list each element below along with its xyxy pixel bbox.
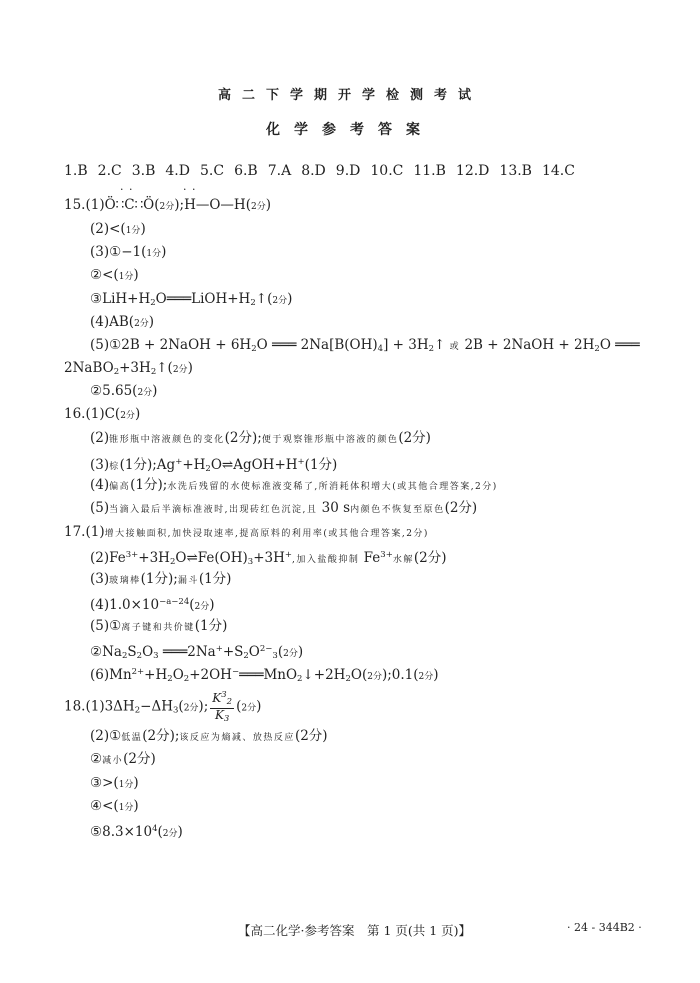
answer-text: (2分);	[224, 430, 262, 446]
score: 2分	[272, 296, 288, 306]
subscript: 3	[247, 557, 254, 567]
score: 1分	[118, 803, 134, 813]
equilibrium-constant-fraction	[210, 689, 234, 725]
answer-text: S	[127, 644, 137, 660]
answer-text: ④<(	[90, 798, 119, 814]
exam-title: 高二下学期开学检测考试	[217, 88, 482, 103]
answer-text: ═══2Na	[158, 644, 216, 660]
score: 1分	[125, 226, 141, 236]
answer-text: (3)①−1(	[90, 244, 147, 260]
denominator-symbol: K	[214, 708, 224, 722]
q18-part2-5: $⑤8.3\times 10^4(2$分)	[90, 824, 183, 840]
superscript: +	[297, 457, 305, 467]
answer-text: (1分)	[198, 571, 232, 587]
page-footer: 【高二化学·参考答案 第 1 页(共 1 页)】	[238, 923, 472, 938]
answer-text: ↑	[434, 337, 446, 353]
score: 2分	[137, 388, 153, 398]
superscript: +	[284, 550, 292, 560]
answer-text: 18.(1)3ΔH	[64, 698, 135, 715]
mc-answer: 4.D	[165, 163, 190, 179]
answer-small-text: (或其他合理答案,2分)	[392, 482, 498, 492]
score: 2分	[194, 602, 210, 612]
answer-text: O⇌Fe(OH)	[175, 550, 248, 566]
superscript: +	[215, 644, 223, 654]
q17-part1	[64, 523, 429, 543]
mc-answer: 2.C	[97, 163, 122, 179]
q18-part2-3: ③>(1分)	[90, 775, 139, 791]
answer-text: O⇌AgOH+H	[210, 457, 298, 473]
multiple-choice-answers	[64, 163, 585, 179]
answer-small-text: 低温	[121, 733, 143, 743]
mc-answer: 3.B	[131, 163, 156, 179]
q15-part5-1-cont: $2NaBO_2+3H_2↑(2$分)	[64, 360, 193, 377]
answer-text: ↓+2H	[302, 667, 346, 683]
subscript: 2	[226, 697, 233, 707]
answer-text: +3H	[253, 550, 285, 566]
subscript: 2	[183, 674, 190, 684]
answer-text: (4)	[90, 477, 110, 493]
subscript: 3	[153, 651, 159, 661]
score: 2分	[418, 672, 434, 682]
score: 2分	[183, 703, 199, 714]
score: 2分	[367, 672, 382, 682]
q15-part4: (4)AB(2分)	[90, 314, 155, 330]
mc-answer: 13.B	[499, 163, 532, 179]
answer-text: O	[248, 644, 260, 660]
answer-text: (4)1.0×10	[90, 597, 160, 613]
subscript: 2	[167, 674, 173, 684]
answer-text: O ═══	[599, 337, 640, 353]
answer-text: (2分)	[398, 430, 431, 446]
score: 2分	[134, 319, 149, 329]
document-code: · 24 - 344B2 ·	[567, 921, 642, 934]
score: 2分	[172, 365, 188, 375]
answer-text: ③>(	[90, 775, 119, 791]
answer-text: ↑(	[156, 360, 173, 376]
subscript: 2	[297, 674, 303, 684]
subscript: 2	[169, 557, 176, 567]
answer-text: (4)AB(	[90, 314, 135, 330]
q15-label: 15.(1)	[64, 197, 105, 213]
answer-small-text: (或其他合理答案,2分)	[323, 529, 429, 539]
subscript: 2	[251, 344, 257, 354]
superscript: 2+	[131, 667, 145, 677]
answer-text: (1分);	[130, 477, 168, 493]
answer-text: ③LiH+H	[90, 291, 151, 307]
answer-text: (2分)	[123, 751, 156, 767]
score: 2分	[283, 649, 298, 659]
answer-text: (	[189, 597, 195, 613]
q16-part3	[90, 453, 337, 478]
answer-small-text: 便于观察锥形瓶中溶液的颜色	[261, 435, 399, 445]
answer-small-text: 增大接触面积,加快浸取速率,提高原料的利用率	[104, 529, 324, 539]
answer-small-text: 水解	[392, 555, 414, 565]
answer-text: (2分);	[142, 728, 180, 744]
score: 2分	[241, 703, 257, 714]
answer-text: (5)	[90, 500, 110, 516]
q15-part1	[64, 196, 271, 216]
answer-text: ↑(	[255, 291, 273, 307]
answer-small-text: 偏高	[109, 482, 131, 492]
mc-answer: 1.B	[64, 163, 88, 179]
superscript: −a−24	[159, 597, 190, 607]
subscript: 2	[205, 464, 211, 474]
mc-answer: 5.C	[199, 163, 225, 179]
mc-answer: 6.B	[234, 163, 258, 179]
subscript: 3	[223, 714, 230, 724]
score: 2分	[159, 202, 175, 212]
answer-text: (1分)	[304, 457, 338, 473]
answer-text: +3H	[119, 360, 151, 376]
subscript: 3	[172, 705, 179, 716]
answer-text: (6)Mn	[90, 667, 132, 683]
q16-part5	[90, 499, 477, 519]
superscript: 2−	[259, 644, 273, 654]
q15-part5-2: ②5.65(2分)	[90, 383, 158, 399]
answer-text: O(	[350, 667, 368, 683]
numerator-symbol: K	[212, 691, 222, 705]
answer-text: (	[157, 824, 163, 840]
score: 2分	[120, 411, 135, 421]
answer-text: ⑤8.3×10	[90, 824, 153, 840]
answer-text: (3)	[90, 571, 110, 587]
answer-text: 30 s	[317, 500, 351, 516]
q17-part4: $(4)1.0\times 10^{-a-24}(2$分)	[90, 597, 215, 613]
answer-text: ②<(	[90, 267, 119, 283]
answer-text: Fe	[359, 550, 381, 566]
answer-text: (2)<(	[90, 221, 126, 237]
answer-text: ═══MnO	[239, 667, 298, 683]
answer-text: ②Na	[90, 644, 122, 660]
q18-part1: $18.(1)3\Delta H_2-\Delta H_3(2$分); $\frac{K^3_2}{K_3}$ (2分)	[64, 690, 262, 724]
answer-text: O═══LiOH+H	[155, 291, 251, 307]
answer-text: O	[142, 644, 154, 660]
answer-text: +2OH	[189, 667, 232, 683]
score: 2分	[250, 202, 266, 212]
q15-part5-1	[90, 336, 640, 358]
answer-text: O ═══ 2Na[B(OH)	[256, 337, 378, 353]
answer-text: );0.1(	[381, 667, 419, 683]
superscript: +	[175, 457, 183, 467]
mc-answer: 14.C	[541, 163, 575, 179]
paren: (	[154, 197, 160, 213]
answer-text: 2B + 2NaOH + 2H	[460, 337, 595, 353]
q17-part6: $(6)Mn^{2+}+H_2O_2+2OH^-═══MnO_2↓+2H_2O(2$分);0.1(2分)	[90, 667, 439, 684]
subscript: 2	[428, 344, 435, 354]
q15-part3-2: ②<(1分)	[90, 267, 139, 283]
subscript: 2	[150, 298, 156, 308]
subscript: 2	[150, 367, 157, 377]
mc-answer: 10.C	[370, 163, 404, 179]
answer-text: O	[172, 667, 184, 683]
q15-part2: (2)<(1分)	[90, 221, 146, 237]
subscript: 2	[121, 651, 128, 661]
answer-text: (2)①	[90, 728, 122, 744]
q16-part2	[90, 429, 431, 449]
answer-small-text: 棕	[109, 462, 120, 472]
answer-small-text: 玻璃棒	[109, 576, 141, 586]
superscript: 3+	[125, 550, 139, 560]
q16-part1: 16.(1)C(2分)	[64, 406, 141, 422]
answer-text: (1分)	[194, 618, 228, 634]
subscript: 2	[113, 367, 120, 377]
superscript: 3	[221, 690, 227, 700]
answer-text: (3)	[90, 457, 110, 473]
answer-text: (2分)	[444, 500, 478, 516]
subscript: 4	[377, 344, 384, 354]
q18-part2-2	[90, 750, 156, 770]
answer-text: +H	[144, 667, 168, 683]
q16-part4	[90, 476, 498, 496]
answer-text: 2NaBO	[64, 360, 114, 376]
mc-answer: 9.D	[335, 163, 361, 179]
answer-small-text: 离子键和共价键	[121, 623, 195, 633]
answer-text: ②	[90, 751, 103, 767]
answer-text: (2)Fe	[90, 550, 126, 566]
score: 1分	[146, 249, 162, 259]
answer-key-title: 化学参考答案	[266, 122, 434, 138]
answer-small-text: 水洗后残留的水使标准液变稀了,所消耗体积增大	[167, 482, 393, 492]
mc-answer: 8.D	[301, 163, 326, 179]
answer-text: );	[198, 698, 209, 715]
q18-part2-4: ④<(1分)	[90, 798, 139, 814]
answer-small-text: 内颜色不恢复至原色	[350, 505, 445, 515]
q15-part3-3: $③LiH+H_2O═══LiOH+H_2↑(2$分)	[90, 291, 293, 308]
water-structure: );H—O—H(	[174, 197, 251, 213]
mc-answer: 11.B	[413, 163, 446, 179]
q17-part2	[90, 546, 446, 571]
answer-text: (	[277, 644, 284, 660]
electron-dots: · · · ·	[120, 183, 197, 196]
subscript: 2	[136, 651, 143, 661]
answer-text: +3H	[138, 550, 170, 566]
q15-part3-1: (3)①−1(1分)	[90, 244, 167, 260]
subscript: 2	[345, 674, 351, 684]
subscript: 2	[243, 651, 249, 661]
answer-text: ②5.65(	[90, 383, 138, 399]
answer-text: (2分)	[294, 728, 328, 744]
answer-text: 17.(1)	[64, 524, 105, 540]
score: 2分	[162, 829, 178, 839]
or-label: 或	[449, 342, 461, 352]
answer-small-text: 减小	[102, 756, 124, 766]
answer-small-text: ,加入盐酸抑制	[292, 555, 360, 565]
q17-part5-2: $②Na_2S_2O_3$ $═══2Na^++S_2O^{2-}_3(2$分)	[90, 644, 304, 661]
answer-text: ] + 3H	[383, 337, 429, 353]
answer-text: −ΔH	[140, 698, 173, 715]
answer-text: (2分)	[413, 550, 447, 566]
q18-part2-1	[90, 727, 328, 747]
superscript: −	[231, 667, 240, 677]
q17-part3	[90, 570, 231, 590]
mc-answer: 7.A	[267, 163, 292, 179]
answer-text: 16.(1)C(	[64, 406, 121, 422]
answer-text: (	[178, 698, 184, 715]
score: 1分	[118, 780, 134, 790]
subscript: 2	[250, 298, 256, 308]
answer-text: (1分);Ag	[119, 457, 176, 473]
superscript: 3+	[380, 550, 393, 560]
score: 1分	[118, 272, 134, 282]
answer-small-text: 锥形瓶中溶液颜色的变化	[109, 435, 225, 445]
mc-answer: 12.D	[455, 163, 490, 179]
answer-text: (	[236, 698, 242, 715]
fraction-denominator	[210, 709, 234, 725]
subscript: 3	[272, 651, 278, 661]
answer-small-text: 该反应为熵减、放热反应	[179, 733, 295, 743]
answer-text: (2)	[90, 430, 110, 446]
answer-text: +S	[222, 644, 244, 660]
q17-part5-1	[90, 617, 227, 637]
answer-text: (5)①	[90, 618, 122, 634]
subscript: 2	[134, 705, 141, 716]
answer-small-text: 漏斗	[177, 576, 199, 586]
superscript: 4	[152, 824, 158, 834]
answer-text: (1分);	[140, 571, 178, 587]
fraction-numerator	[210, 689, 234, 709]
answer-text: (5)①2B + 2NaOH + 6H	[90, 337, 252, 353]
answer-small-text: 当滴入最后半滴标准液时,出现砖红色沉淀,且	[109, 505, 318, 515]
paren: )	[265, 197, 271, 213]
answer-text: +H	[182, 457, 206, 473]
co2-electron-formula: Ö∷C∷Ö	[104, 197, 155, 213]
subscript: 2	[594, 344, 600, 354]
